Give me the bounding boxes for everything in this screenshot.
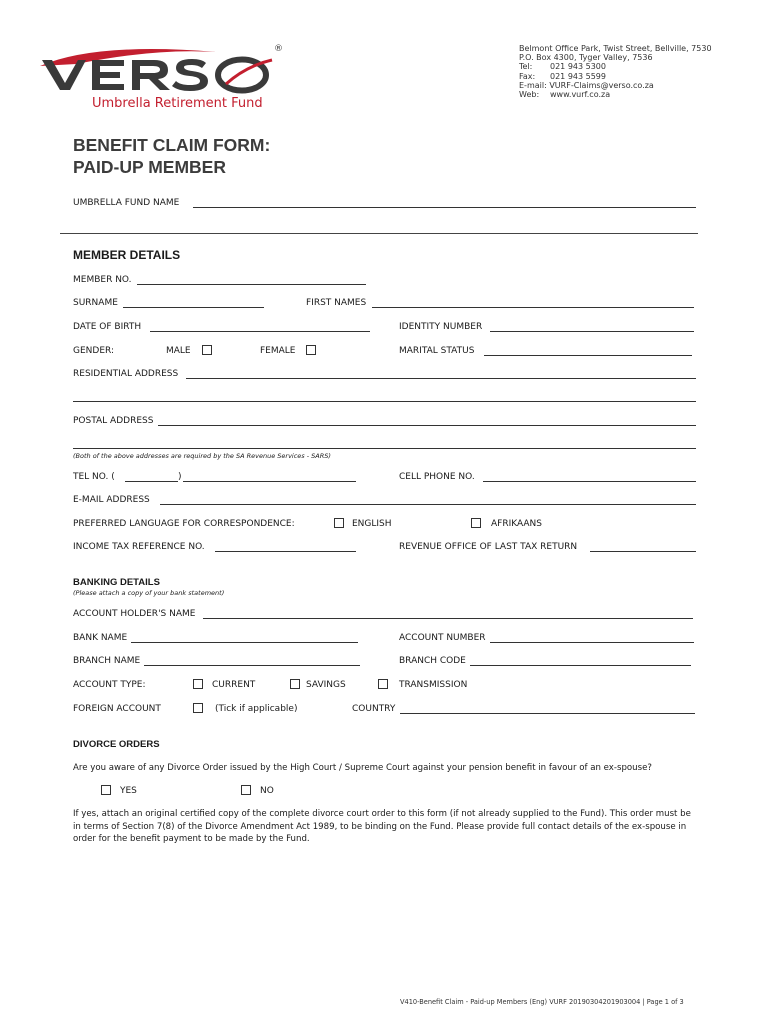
title-line-1: BENEFIT CLAIM FORM: xyxy=(73,135,271,155)
form-title xyxy=(73,134,270,178)
surname-label: SURNAME xyxy=(73,298,118,308)
male-label: MALE xyxy=(166,346,191,356)
verso-logo xyxy=(36,46,296,116)
country-field[interactable] xyxy=(400,713,695,714)
account-holder-label: ACCOUNT HOLDER'S NAME xyxy=(73,609,196,619)
revenue-office-label: REVENUE OFFICE OF LAST TAX RETURN xyxy=(399,542,578,552)
account-number-field[interactable] xyxy=(490,642,694,643)
email-address-label: E-MAIL ADDRESS xyxy=(73,495,150,505)
marital-status-label: MARITAL STATUS xyxy=(399,346,475,356)
surname-field[interactable] xyxy=(123,307,264,308)
first-names-field[interactable] xyxy=(372,307,694,308)
id-number-field[interactable] xyxy=(490,331,694,332)
bank-name-label: BANK NAME xyxy=(73,633,128,643)
residential-address-label: RESIDENTIAL ADDRESS xyxy=(73,369,179,379)
transmission-label: TRANSMISSION xyxy=(399,680,468,690)
revenue-office-field[interactable] xyxy=(590,551,696,552)
address-block xyxy=(519,44,712,99)
foreign-account-checkbox[interactable] xyxy=(193,703,203,713)
savings-label: SAVINGS xyxy=(306,680,346,690)
residential-address-field[interactable] xyxy=(186,378,696,379)
tel-close-paren: ) xyxy=(178,472,182,482)
member-no-label: MEMBER NO. xyxy=(73,275,132,285)
account-type-label: ACCOUNT TYPE: xyxy=(73,680,146,690)
address-fax: Fax: 021 943 5599 xyxy=(519,71,606,81)
account-holder-field[interactable] xyxy=(203,618,693,619)
tax-ref-field[interactable] xyxy=(215,551,356,552)
no-label: NO xyxy=(260,786,274,796)
transmission-checkbox[interactable] xyxy=(378,679,388,689)
yes-checkbox[interactable] xyxy=(101,785,111,795)
tel-no-field[interactable] xyxy=(183,481,356,482)
title-line-2: PAID-UP MEMBER xyxy=(73,157,226,177)
tick-if-applicable: (Tick if applicable) xyxy=(215,704,298,714)
registered-mark: ® xyxy=(274,44,283,54)
section-divider xyxy=(60,233,698,234)
divorce-question: Are you aware of any Divorce Order issued by the High Court / Supreme Court against your pension benefit in favour of an ex-spouse? xyxy=(73,763,652,773)
postal-address-field-2[interactable] xyxy=(73,448,696,449)
foreign-account-label: FOREIGN ACCOUNT xyxy=(73,704,161,714)
web-value[interactable]: www.vurf.co.za xyxy=(550,90,611,100)
email-value[interactable]: VURF-Claims@verso.co.za xyxy=(549,80,654,90)
fund-name-field[interactable] xyxy=(193,207,696,208)
yes-label: YES xyxy=(120,786,137,796)
branch-name-field[interactable] xyxy=(144,665,360,666)
member-details-heading: MEMBER DETAILS xyxy=(73,248,181,262)
first-names-label: FIRST NAMES xyxy=(306,298,367,308)
postal-address-label: POSTAL ADDRESS xyxy=(73,416,154,426)
postal-address-field[interactable] xyxy=(158,425,696,426)
branch-code-field[interactable] xyxy=(470,665,691,666)
branch-code-label: BRANCH CODE xyxy=(399,656,466,666)
english-checkbox[interactable] xyxy=(334,518,344,528)
country-label: COUNTRY xyxy=(352,704,396,714)
email-address-field[interactable] xyxy=(160,504,696,505)
afrikaans-checkbox[interactable] xyxy=(471,518,481,528)
address-note: (Both of the above addresses are required by the SA Revenue Services - SARS) xyxy=(73,452,331,460)
address-line-2: P.O. Box 4300, Tyger Valley, 7536 xyxy=(519,53,653,63)
afrikaans-label: AFRIKAANS xyxy=(491,519,542,529)
verso-wordmark xyxy=(36,46,286,96)
dob-field[interactable] xyxy=(150,331,370,332)
tel-area-code-field[interactable] xyxy=(125,481,178,482)
tel-number: 021 943 5300 xyxy=(550,62,606,72)
fax-number: 021 943 5599 xyxy=(550,71,606,81)
gender-label: GENDER: xyxy=(73,346,115,356)
id-number-label: IDENTITY NUMBER xyxy=(399,322,483,332)
branch-name-label: BRANCH NAME xyxy=(73,656,141,666)
logo-subtitle: Umbrella Retirement Fund xyxy=(92,96,263,111)
address-tel: Tel: 021 943 5300 xyxy=(519,62,606,72)
banking-details-heading: BANKING DETAILS xyxy=(73,577,160,588)
male-checkbox[interactable] xyxy=(202,345,212,355)
tel-no-label: TEL NO. ( xyxy=(73,472,115,482)
cell-phone-field[interactable] xyxy=(483,481,696,482)
dob-label: DATE OF BIRTH xyxy=(73,322,142,332)
fund-name-label: UMBRELLA FUND NAME xyxy=(73,198,180,208)
bank-name-field[interactable] xyxy=(131,642,358,643)
savings-checkbox[interactable] xyxy=(290,679,300,689)
tax-ref-label: INCOME TAX REFERENCE NO. xyxy=(73,542,205,552)
divorce-orders-heading: DIVORCE ORDERS xyxy=(73,739,160,750)
member-no-field[interactable] xyxy=(137,284,366,285)
english-label: ENGLISH xyxy=(352,519,392,529)
account-number-label: ACCOUNT NUMBER xyxy=(399,633,486,643)
no-checkbox[interactable] xyxy=(241,785,251,795)
female-checkbox[interactable] xyxy=(306,345,316,355)
residential-address-field-2[interactable] xyxy=(73,401,696,402)
address-email: E-mail: VURF-Claims@verso.co.za xyxy=(519,80,654,90)
marital-status-field[interactable] xyxy=(484,355,692,356)
address-line-1: Belmont Office Park, Twist Street, Bellville, 7530 xyxy=(519,44,712,53)
page-footer: V410-Benefit Claim - Paid-up Members (Eng) VURF 20190304201903004 | Page 1 of 3 xyxy=(400,998,684,1006)
current-checkbox[interactable] xyxy=(193,679,203,689)
female-label: FEMALE xyxy=(260,346,296,356)
divorce-instructions: If yes, attach an original certified copy of the complete divorce court order to this form (if not already supplied to the Fund). This order must be in terms of Section 7(8) of the Divorce Amendment Act 1989, to be binding on the Fund. Please provide full contact details of the ex-spouse in order for the benefit payment to be made by the Fund. xyxy=(73,809,691,844)
current-label: CURRENT xyxy=(212,680,256,690)
address-web: Web: www.vurf.co.za xyxy=(519,90,611,100)
banking-note: (Please attach a copy of your bank statement) xyxy=(73,589,225,597)
cell-phone-label: CELL PHONE NO. xyxy=(399,472,475,482)
language-label: PREFERRED LANGUAGE FOR CORRESPONDENCE: xyxy=(73,519,295,529)
